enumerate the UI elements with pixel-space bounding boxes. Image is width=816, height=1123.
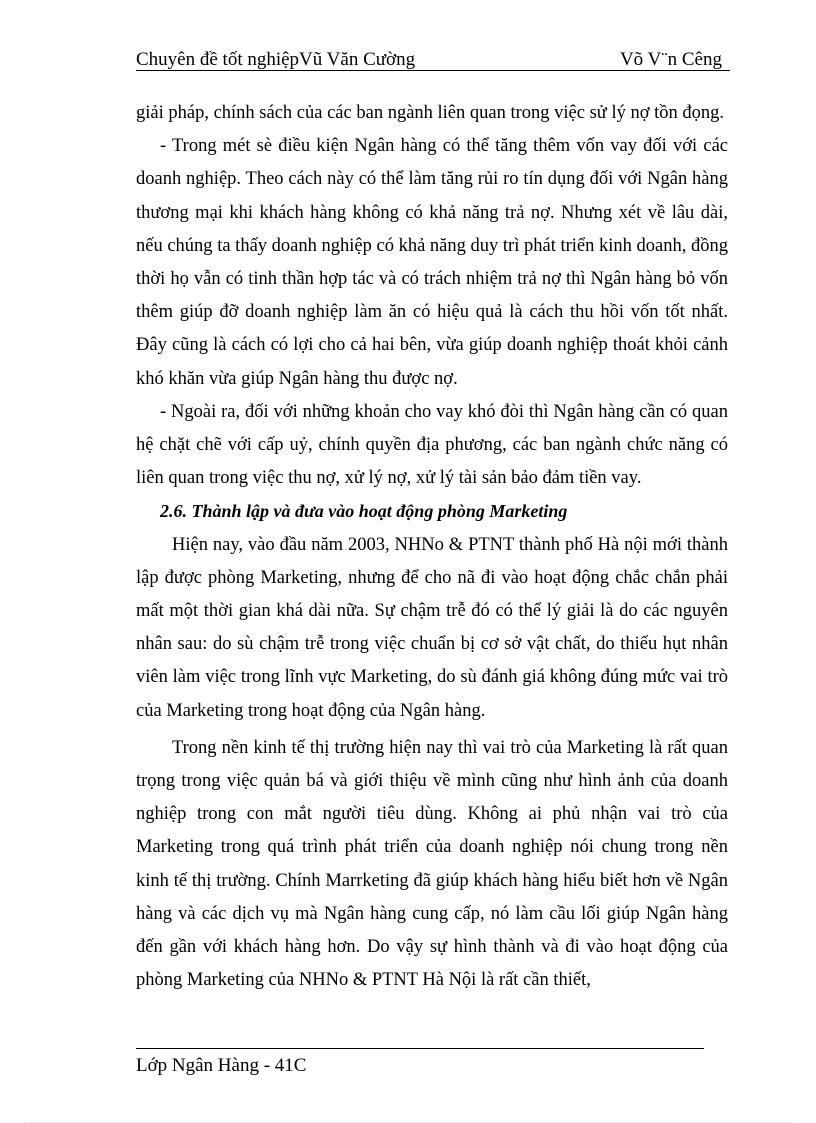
paragraph-additional-loans: - Trong mét sè điều kiện Ngân hàng có thể tăng thêm vốn vay đối với các doanh nghiệp. Theo cách này có thể làm tăng rủi ro tín dụng đối với Ngân hàng thương mại khi khách hàng không có khả năng trả nợ. Nhưng xét về lâu dài, nếu chúng ta thấy doanh nghiệp có khả năng duy trì phát triển kinh doanh, đồng thời họ vẫn có tinh thần hợp tác và có trách nhiệm trả nợ thì Ngân hàng bỏ vốn thêm giúp đỡ doanh nghiệp làm ăn có hiệu quả là cách thu hồi vốn tốt nhất. Đây cũng là cách có lợi cho cả hai bên, vừa giúp doanh nghiệp thoát khỏi cảnh khó khăn vừa giúp Ngân hàng thu được nợ. (136, 136, 728, 389)
section-heading: 2.6. Thành lập và đưa vào hoạt động phòng Marketing (160, 501, 568, 522)
paragraph-marketing-role: Trong nền kinh tế thị trường hiện nay thì vai trò của Marketing là rất quan trọng trong việc quản bá và giới thiệu về mình cũng như hình ảnh của doanh nghiệp trong con mắt người tiêu dùng. Không ai phủ nhận vai trò của Marketing trong quá trình phát triển của doanh nghiệp nói chung trong nền kinh tế thị trường. Chính Marrketing đã giúp khách hàng hiểu biết hơn về Ngân hàng và các dịch vụ mà Ngân hàng cung cấp, nó làm cầu lối giúp Ngân hàng đến gần với khách hàng hơn. Do vậy sự hình thành và đi vào hoạt động của phòng Marketing của NHNo & PTNT Hà Nội là rất cần thiết, (136, 737, 728, 991)
footer-divider (136, 1048, 704, 1049)
paragraph-continuation: giải pháp, chính sách của các ban ngành liên quan trong việc sử lý nợ tồn đọng. (136, 103, 725, 123)
header-author: Võ V¨n Cêng (619, 49, 722, 70)
paragraph-marketing-status: Hiện nay, vào đầu năm 2003, NHNo & PTNT thành phố Hà nội mới thành lập được phòng Marketing, nhưng để cho nã đi vào hoạt động chắc chắn phải mất một thời gian khá dài nữa. Sự chậm trễ đó có thể lý giải là do các nguyên nhân sau: do sù chậm trễ trong việc chuẩn bị cơ sở vật chất, do thiếu hụt nhân viên làm việc trong lĩnh vực Marketing, do sù đánh giá không đúng mức vai trò của Marketing trong hoạt động của Ngân hàng. (136, 534, 728, 721)
header-divider (136, 70, 730, 71)
document-body (136, 97, 728, 997)
page-footer: Lớp Ngân Hàng - 41C (136, 1055, 307, 1076)
header-title: Chuyên đề tốt nghiệpVũ Văn Cường (136, 49, 416, 70)
paragraph-bad-debt-relations: - Ngoài ra, đối với những khoản cho vay khó đòi thì Ngân hàng cần có quan hệ chặt chẽ với cấp uỷ, chính quyền địa phương, các ban ngành chức năng có liên quan trong việc thu nợ, xử lý nợ, xử lý tài sản bảo đảm tiền vay. (136, 401, 728, 489)
